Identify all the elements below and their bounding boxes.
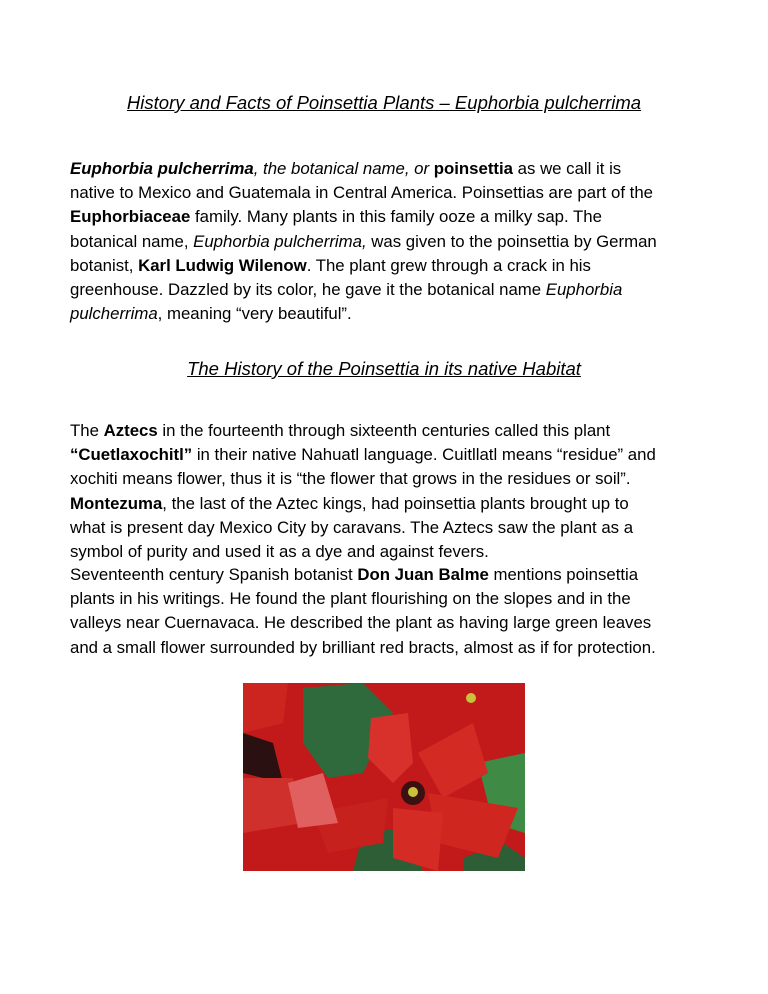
- section-heading: The History of the Poinsettia in its native Habitat: [187, 358, 581, 379]
- intro-paragraph: Euphorbia pulcherrima, the botanical name, or poinsettia as we call it is native to Mexico and Guatemala in Central America. Poinsettias are part of the Euphorbiaceae family. Many plants in this family ooze a milky sap. The botanical name, Euphorbia pulcherrima, was given to the poinsettia by German botanist, Karl Ludwig Wilenow. The plant grew through a crack in his greenhouse. Dazzled by its color, he gave it the botanical name Euphorbia pulcherrima, meaning “very beautiful”.: [70, 159, 657, 324]
- aztecs-paragraph: The Aztecs in the fourteenth through sixteenth centuries called this plant “Cuetlaxochitl” in their native Nahuatl language. Cuitllatl means “residue” and xochiti means flower, thus it is “the flower that grows in the residues or soil”. Montezuma, the last of the Aztec kings, had poinsettia plants brought up to what is present day Mexico City by caravans. The Aztecs saw the plant as a symbol of purity and used it as a dye and against fevers.: [70, 421, 656, 562]
- poinsettia-photo: [243, 683, 525, 871]
- document-title: History and Facts of Poinsettia Plants – Euphorbia pulcherrima: [126, 92, 642, 113]
- balme-paragraph: Seventeenth century Spanish botanist Don Juan Balme mentions poinsettia plants in his writings. He found the plant flourishing on the slopes and in the valleys near Cuernavaca. He described the plant as having large green leaves and a small flower surrounded by brilliant red bracts, almost as if for protection.: [70, 565, 656, 657]
